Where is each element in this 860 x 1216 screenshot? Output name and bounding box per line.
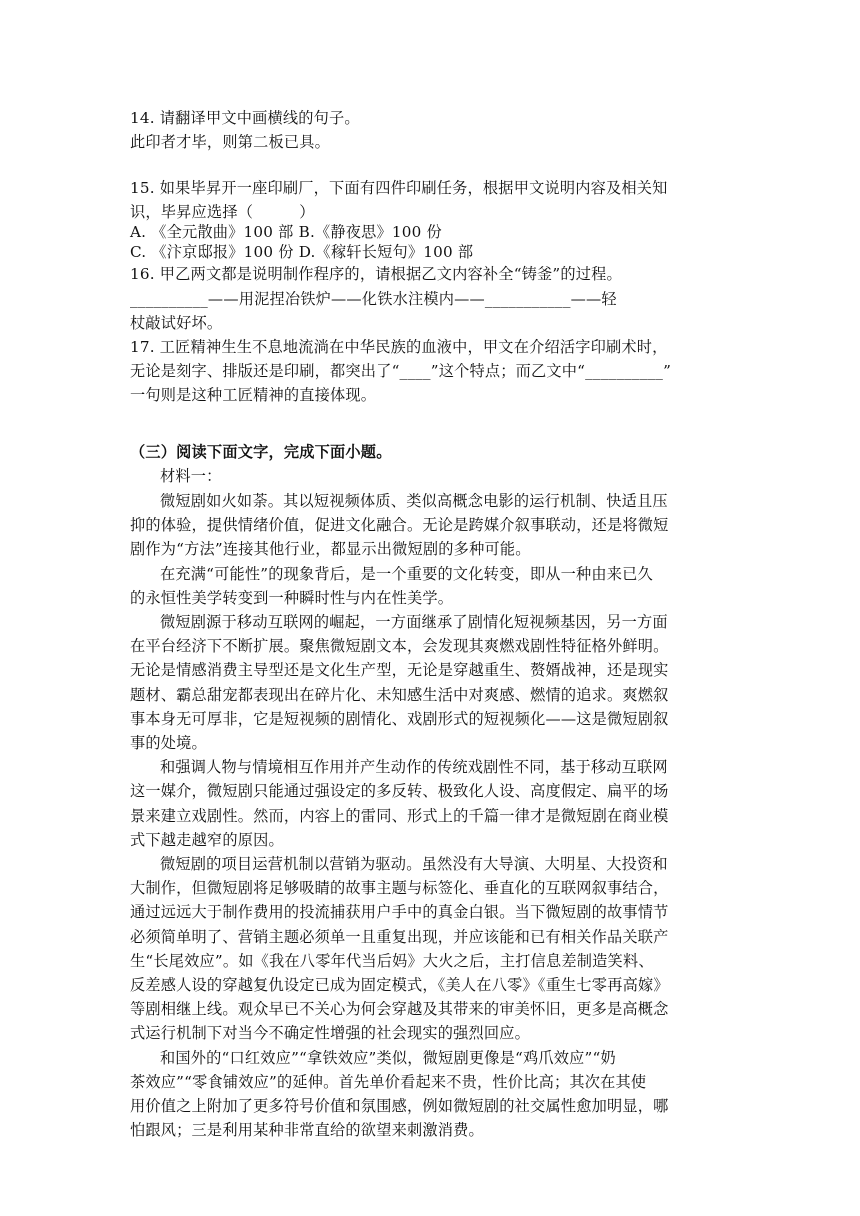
body-line: 微短剧的项目运营机制以营销为驱动。虽然没有大导演、大明星、大投资和 <box>160 855 668 873</box>
body-line: 剧作为“方法”连接其他行业，都显示出微短剧的多种可能。 <box>130 540 531 559</box>
body-line: 微短剧如火如荼。其以短视频体质、类似高概念电影的运行机制、快适且压 <box>160 492 668 510</box>
q14-sentence: 此印者才毕，则第二板已具。 <box>130 133 331 151</box>
body-line: 抑的体验，提供情绪价值，促进文化融合。无论是跨媒介叙事联动，还是将微短 <box>130 516 669 535</box>
q14-prompt: 14. 请翻译甲文中画横线的句子。 <box>130 109 360 127</box>
body-line: 式运行机制下对当今不确定性增强的社会现实的强烈回应。 <box>130 1024 531 1043</box>
body-line: 和国外的“口红效应”“拿铁效应”类似，微短剧更像是“鸡爪效应”“奶 <box>160 1048 616 1067</box>
q17-line-2: 无论是刻字、排版还是印刷，都突出了“____”这个特点；而乙文中“__________” <box>130 362 672 380</box>
body-line: 题材、霸总甜宠都表现出在碎片化、未知感生活中对爽感、燃情的追求。爽燃叙 <box>130 685 669 704</box>
q15-options-ab: A. 《全元散曲》100 部 B.《静夜思》100 份 <box>130 223 442 241</box>
body-line: 的永恒性美学转变到一种瞬时性与内在性美学。 <box>130 588 454 607</box>
body-line: 大制作，但微短剧将足够吸睛的故事主题与标签化、垂直化的互联网叙事结合， <box>130 879 669 898</box>
q15-options-cd: C. 《汴京邸报》100 份 D.《稼轩长短句》100 部 <box>130 243 474 261</box>
body-line: 微短剧源于移动互联网的崛起，一方面继承了剧情化短视频基因，另一方面 <box>160 613 668 631</box>
body-line: 这一媒介，微短剧只能通过强设定的多反转、极致化人设、高度假定、扁平的场 <box>130 782 669 801</box>
body-line: 式下越走越窄的原因。 <box>130 830 284 849</box>
q15-line-1: 15. 如果毕昇开一座印刷厂，下面有四件印刷任务，根据甲文说明内容及相关知 <box>130 179 668 197</box>
q16-line-2: __________——用泥捏冶铁炉——化铁水注模内——___________——轻 <box>130 290 617 308</box>
body-line: 茶效应”“零食铺效应”的延伸。首先单价看起来不贵，性价比高；其次在其使 <box>130 1072 647 1091</box>
body-line: 景来建立戏剧性。然而，内容上的雷同、形式上的千篇一律才是微短剧在商业模 <box>130 806 669 825</box>
body-line: 必须简单明了、营销主题必须单一且重复出现，并应该能和已有相关作品关联产 <box>130 927 669 946</box>
q16-line-3: 杖敲试好坏。 <box>130 314 223 332</box>
body-line: 等剧相继上线。观众早已不关心为何会穿越及其带来的审美怀旧，更多是高概念 <box>130 1000 669 1019</box>
body-line: 在平台经济下不断扩展。聚焦微短剧文本，会发现其爽燃戏剧性特征格外鲜明。 <box>130 637 669 656</box>
body-line: 事本身无可厚非，它是短视频的剧情化、戏剧形式的短视频化——这是微短剧叙 <box>130 709 669 728</box>
q16-line-1: 16. 甲乙两文都是说明制作程序的，请根据乙文内容补全“铸釜”的过程。 <box>130 265 622 283</box>
q15-line-2: 识，毕昇应选择（ ） <box>130 203 315 221</box>
body-line: 怕跟风；三是利用某种非常直给的欲望来刺激消费。 <box>130 1121 484 1140</box>
body-line: 反差感人设的穿越复仇设定已成为固定模式，《美人在八零》《重生七零再高嫁》 <box>130 976 669 994</box>
q17-line-1: 17. 工匠精神生生不息地流淌在中华民族的血液中，甲文在介绍活字印刷术时， <box>130 338 668 356</box>
body-line: 生“长尾效应”。如《我在八零年代当后妈》大火之后，主打信息差制造笑料、 <box>130 951 654 970</box>
body-line: 通过远远大于制作费用的投流捕获用户手中的真金白银。当下微短剧的故事情节 <box>130 903 669 922</box>
body-line: 无论是情感消费主导型还是文化生产型，无论是穿越重生、赘婿战神，还是现实 <box>130 661 669 680</box>
body-line: 事的处境。 <box>130 734 207 752</box>
material-label: 材料一： <box>160 467 222 485</box>
body-line: 在充满“可能性”的现象背后，是一个重要的文化转变，即从一种由来已久 <box>160 564 653 583</box>
body-line: 用价值之上附加了更多符号价值和氛围感，例如微短剧的社交属性愈加明显，哪 <box>130 1097 669 1115</box>
body-line: 和强调人物与情境相互作用并产生动作的传统戏剧性不同，基于移动互联网 <box>160 758 668 777</box>
section-heading: （三）阅读下面文字，完成下面小题。 <box>130 443 392 461</box>
q17-line-3: 一句则是这种工匠精神的直接体现。 <box>130 386 377 404</box>
